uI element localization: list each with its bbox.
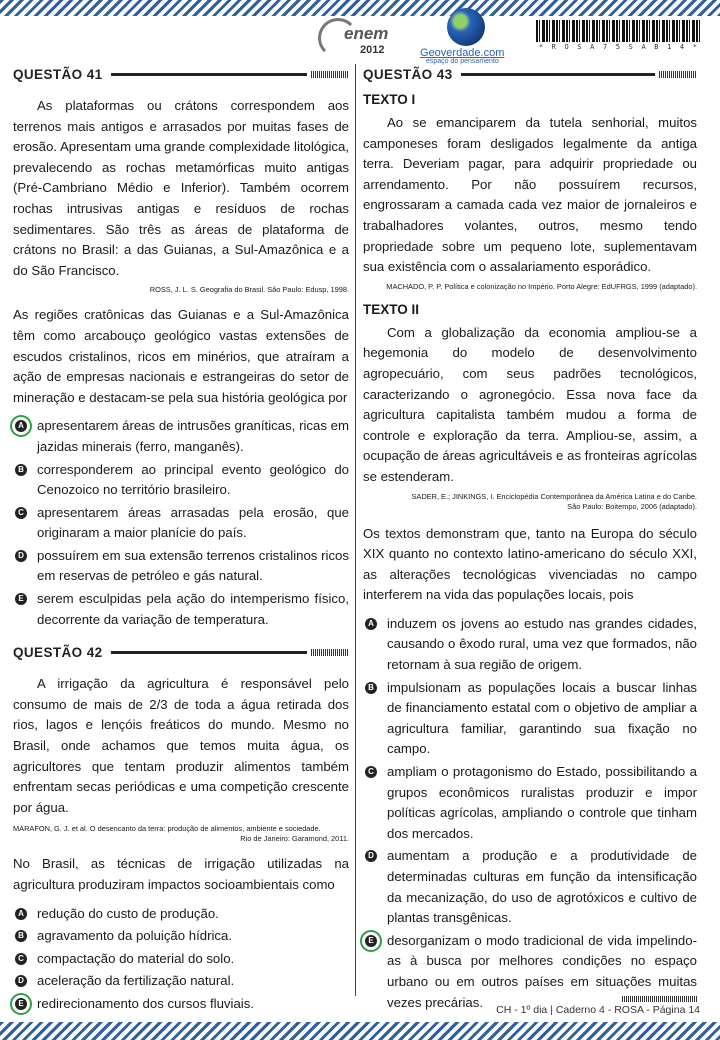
- letter-bullet-e: E: [365, 935, 377, 947]
- footer-ticks: [622, 996, 698, 1002]
- text-1-body: Ao se emanciparem da tutela senhorial, muitos camponeses foram desligados legalmente da antiga terra. Deveriam pagar, para adquirir propriedade ou arrendamento. Por não possuírem recursos, engrossaram a camada cada vez maior de jornaleiros e trabalhadores volantes, outros, mesmo tendo propriedade sobre um pequeno lote, suplementavam sua existência com o assalariamento esporádico.: [363, 115, 697, 275]
- question-43-prompt: Os textos demonstram que, tanto na Europa do século XIX quanto no contexto latino-americano do século XXI, as alterações tecnológicas vivenciadas no campo interferem na vida das populações locais, pois: [363, 525, 697, 603]
- alternative-43-d[interactable]: [363, 846, 697, 928]
- barcode-text: * R O S A 7 5 S A B 1 4 *: [538, 43, 700, 51]
- question-43-header: [363, 66, 697, 82]
- question-43-alternatives: [363, 614, 697, 1013]
- alternative-text: impulsionam as populações locais a buscar linhas de financiamento estatal com o objetivo de ampliar a agricultura familiar, garantindo sua fixação no campo.: [387, 679, 697, 757]
- page-footer: CH - 1º dia | Caderno 4 - ROSA - Página 14: [496, 1004, 700, 1016]
- letter-bullet-d: D: [365, 850, 377, 862]
- question-41-alternatives: [13, 416, 349, 630]
- alternative-42-c[interactable]: [13, 949, 349, 970]
- question-42-citation-line2: Rio de Janeiro: Garamond, 2011.: [240, 834, 349, 844]
- alternative-text: ampliam o protagonismo do Estado, possibilitando a grupos econômicos ruralistas produzir e impor políticas agrícolas, ampliando o controle que tinham dos mercados.: [387, 764, 697, 841]
- alternative-text: apresentarem áreas arrasadas pela erosão, que originaram a maior planície do país.: [37, 504, 349, 541]
- alternative-text: aceleração da fertilização natural.: [37, 973, 235, 989]
- header-rule: [111, 651, 307, 654]
- letter-bullet-e: E: [15, 998, 27, 1010]
- header-ticks: [311, 649, 349, 656]
- alternative-41-c[interactable]: [13, 503, 349, 544]
- question-41-title: QUESTÃO 41: [13, 66, 103, 82]
- question-42-prompt: No Brasil, as técnicas de irrigação utilizadas na agricultura produziram impactos socioambientais como: [13, 856, 349, 892]
- letter-bullet-d: D: [15, 550, 27, 562]
- alternative-43-a[interactable]: [363, 614, 697, 676]
- letter-bullet-a: A: [15, 420, 27, 432]
- alternative-42-a[interactable]: [13, 904, 349, 925]
- letter-bullet-c: C: [365, 766, 377, 778]
- question-42-alternatives: [13, 904, 349, 1015]
- question-41-prompt: As regiões cratônicas das Guianas e a Sul-Amazônica têm como arcabouço geológico vastas extensões de escudos cristalinos, ricos em minérios, que atraíram a ação de empresas nacionais e estrangeiras do setor de mineração e destacam-se pela sua história geológica por: [13, 307, 349, 405]
- bottom-stripe-border: [0, 1022, 720, 1040]
- alternative-text: aumentam a produção e a produtividade de determinadas culturas em função da intensificação da mecanização, do uso de agrotóxicos e cultivo de plantas transgênicas.: [387, 848, 697, 926]
- alternative-text: corresponderem ao principal evento geológico do Cenozoico no território brasileiro.: [37, 461, 349, 498]
- alternative-text: redirecionamento dos cursos fluviais.: [37, 995, 254, 1011]
- alternative-42-d[interactable]: [13, 971, 349, 992]
- alternative-text: agravamento da poluição hídrica.: [37, 928, 233, 944]
- enem-logo-year: 2012: [360, 44, 385, 56]
- question-43-title: QUESTÃO 43: [363, 66, 453, 82]
- left-column: [13, 66, 349, 1017]
- alternative-text: apresentarem áreas de intrusões graníticas, ricas em jazidas minerais (ferro, manganês).: [37, 418, 349, 454]
- alternative-41-a[interactable]: [13, 416, 349, 457]
- letter-bullet-d: D: [15, 975, 27, 987]
- site-name-link[interactable]: Geoverdade.com: [420, 47, 505, 59]
- alternative-text: possuírem em sua extensão terrenos cristalinos ricos em reservas de petróleo e gás natural.: [37, 547, 349, 584]
- header-ticks: [659, 71, 697, 78]
- letter-bullet-b: B: [15, 464, 27, 476]
- alternative-41-e[interactable]: [13, 589, 349, 630]
- question-42-citation-line1: MARAFON, G. J. et al. O desencanto da terra: produção de alimentos, ambiente e sociedade.: [13, 824, 321, 834]
- barcode: [536, 20, 702, 42]
- alternative-43-c[interactable]: [363, 762, 697, 844]
- letter-bullet-a: A: [15, 908, 27, 920]
- letter-bullet-c: C: [15, 953, 27, 965]
- enem-logo: [318, 14, 398, 58]
- header-rule: [111, 73, 307, 76]
- letter-bullet-b: B: [365, 682, 377, 694]
- alternative-text: compactação do material do solo.: [37, 950, 235, 966]
- question-42-title: QUESTÃO 42: [13, 644, 103, 660]
- text-2-citation-line1: SADER, E.; JINKINGS, I. Enciclopédia Contemporânea da América Latina e do Caribe.: [411, 491, 697, 501]
- alternative-41-d[interactable]: [13, 546, 349, 587]
- text-2-heading: TEXTO II: [363, 301, 420, 317]
- alternative-42-e[interactable]: [13, 994, 349, 1015]
- text-2-citation-line2: São Paulo: Boitempo, 2006 (adaptado).: [567, 501, 697, 511]
- text-1-heading: TEXTO I: [363, 92, 416, 107]
- alternative-text: redução do custo de produção.: [37, 905, 219, 921]
- question-41-header: [13, 66, 349, 82]
- question-41-citation: ROSS, J. L. S. Geografia do Brasil. São Paulo: Edusp, 1998.: [149, 285, 349, 295]
- question-41-text: As plataformas ou crátons correspondem aos terrenos mais antigos e arrasados por muitas fases de erosão. Apresentam uma grande complexidade litológica, prevalecendo as rochas metamórficas muito antigas (Pré-Cambriano Médio e Inferior). Também ocorrem rochas intrusivas antigas e resíduos de rochas sedimentares. São três as áreas de plataforma de crátons no Brasil: a das Guianas, a Sul-Amazônica e a do São Francisco.: [13, 98, 349, 278]
- alternative-text: desorganizam o modo tradicional de vida impelindo-as à busca por melhores condições no espaço urbano ou em outros países em situações muitas vezes precárias.: [387, 932, 697, 1010]
- alternative-text: induzem os jovens ao estudo nas grandes cidades, causando o êxodo rural, uma vez que formados, não retornam à sua região de origem.: [387, 615, 697, 673]
- site-tagline: espaço do pensamento: [426, 58, 499, 65]
- question-42-text: A irrigação da agricultura é responsável pelo consumo de mais de 2/3 de toda a água retirada dos rios, lagos e lençóis freáticos do mundo. Mesmo no Brasil, onde achamos que temos muita água, os agricultores que tentam produzir alimentos também enfrentam secas periódicas e uma competição crescente por água.: [13, 676, 349, 815]
- header-rule: [461, 73, 655, 76]
- header-ticks: [311, 71, 349, 78]
- letter-bullet-b: B: [15, 930, 27, 942]
- letter-bullet-a: A: [365, 618, 377, 630]
- text-2-body: Com a globalização da economia ampliou-se a hegemonia do modelo de desenvolvimento agropecuário, com seus padrões tecnológicos, caracterizando o agronegócio. Essa nova face da agricultura capitalista também mudou a forma de controle e exploração da terra. Ampliou-se, assim, a ocupação de áreas agricultáveis e as fronteiras agrícolas se estenderam.: [363, 324, 697, 484]
- column-divider: [355, 64, 356, 996]
- alternative-42-b[interactable]: [13, 926, 349, 947]
- right-column: [363, 66, 697, 1015]
- globe-icon: [447, 8, 485, 46]
- letter-bullet-c: C: [15, 507, 27, 519]
- alternative-43-b[interactable]: [363, 678, 697, 760]
- alternative-41-b[interactable]: [13, 460, 349, 501]
- letter-bullet-e: E: [15, 593, 27, 605]
- text-1-citation: MACHADO, P. P. Política e colonização no Império. Porto Alegre: EdUFRGS, 1999 (adaptado).: [386, 281, 697, 291]
- question-42-header: [13, 644, 349, 660]
- enem-logo-word: enem: [344, 24, 389, 43]
- alternative-text: serem esculpidas pela ação do intemperismo físico, decorrente da variação de temperatura.: [37, 591, 349, 627]
